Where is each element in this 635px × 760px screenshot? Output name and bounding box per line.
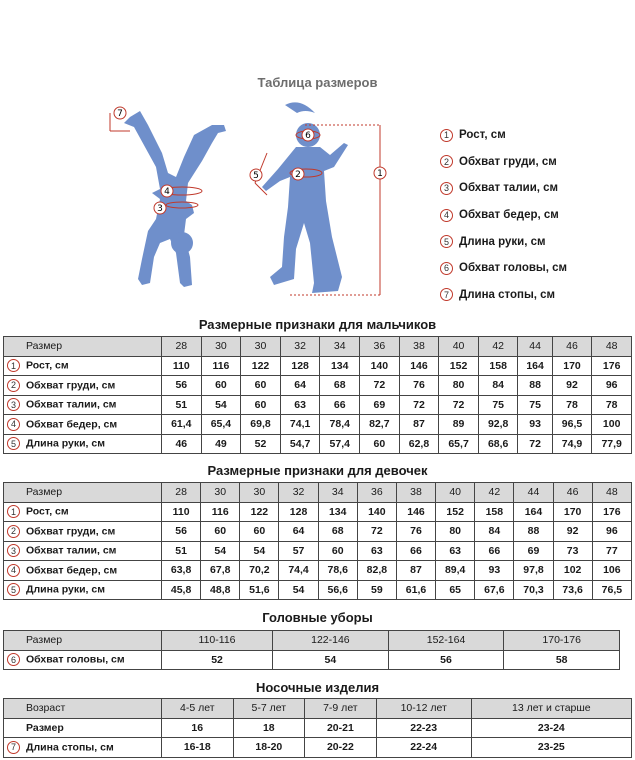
size-cell: 110-116 [162,631,273,651]
size-cell: 42 [475,483,514,503]
value-cell: 152 [436,502,475,522]
number-marker-icon: 3 [7,398,20,411]
value-cell: 128 [279,502,318,522]
value-cell: 93 [475,561,514,581]
girls-section-title: Размерные признаки для девочек [207,463,428,478]
size-cell: 34 [318,483,357,503]
value-cell: 51 [162,395,202,415]
size-cell: 44 [514,483,553,503]
table-row [4,580,632,600]
table-row [4,415,632,435]
number-marker-icon: 1 [7,505,20,518]
row-label-text: Обхват груди, см [26,525,116,538]
size-cell: 122-146 [273,631,389,651]
row-label [4,738,162,758]
size-cell: 170-176 [504,631,620,651]
value-cell: 65,4 [201,415,241,435]
legend-item [440,122,567,149]
value-cell: 75 [478,395,518,415]
size-cell: 34 [320,337,360,357]
value-cell: 134 [318,502,357,522]
header-label: Размер [4,483,162,503]
value-cell: 87 [399,415,439,435]
value-cell: 67,8 [201,561,240,581]
svg-text:1: 1 [377,169,383,179]
number-marker-icon: 5 [7,437,20,450]
value-cell: 84 [475,522,514,542]
value-cell: 75 [518,395,552,415]
value-cell: 97,8 [514,561,553,581]
age-cell: 5-7 лет [233,699,305,719]
value-cell: 116 [201,502,240,522]
value-cell: 140 [357,502,396,522]
value-cell: 74,9 [552,434,592,454]
size-cell: 48 [592,337,632,357]
value-cell: 76 [399,376,439,396]
value-cell: 92 [553,522,592,542]
table-row [4,650,620,670]
value-cell: 64 [280,376,320,396]
value-cell: 54,7 [280,434,320,454]
value-cell: 93 [518,415,552,435]
value-cell: 164 [514,502,553,522]
value-cell: 146 [396,502,435,522]
value-cell: 89 [439,415,479,435]
row-label-text: Обхват головы, см [26,653,125,666]
number-marker-icon: 3 [7,544,20,557]
value-cell: 82,7 [360,415,400,435]
legend-label: Обхват головы, см [459,262,568,275]
value-cell: 54 [273,650,389,670]
value-cell: 16-18 [162,738,234,758]
value-cell: 60 [318,541,357,561]
value-cell: 76 [396,522,435,542]
handstand-child-figure [124,111,226,287]
row-label-text: Обхват груди, см [26,379,116,392]
table-row [4,395,632,415]
value-cell: 110 [162,356,202,376]
value-cell: 65,7 [439,434,479,454]
value-cell: 52 [162,650,273,670]
row-label [4,580,162,600]
value-cell: 110 [162,502,201,522]
table-row [4,541,632,561]
value-cell: 176 [592,356,632,376]
value-cell: 59 [357,580,396,600]
size-cell: 152-164 [388,631,504,651]
value-cell: 69,8 [241,415,281,435]
value-cell: 80 [439,376,479,396]
number-marker-icon: 1 [7,359,20,372]
row-label-text: Обхват талии, см [26,544,117,557]
value-cell: 61,4 [162,415,202,435]
value-cell: 72 [360,376,400,396]
row-label [4,650,162,670]
number-marker-icon: 7 [7,741,20,754]
row-label-text: Длина руки, см [26,583,105,596]
value-cell: 170 [553,502,592,522]
value-cell: 80 [436,522,475,542]
size-cell: 38 [396,483,435,503]
value-cell: 68 [318,522,357,542]
value-cell: 74,4 [279,561,318,581]
value-cell: 60 [201,522,240,542]
value-cell: 102 [553,561,592,581]
value-cell: 20-21 [305,718,377,738]
size-cell: 32 [279,483,318,503]
table-header-row [4,631,620,651]
header-label: Возраст [4,699,162,719]
table-row [4,434,632,454]
value-cell: 58 [504,650,620,670]
size-cell: 30 [201,337,241,357]
measurement-legend [440,122,567,308]
value-cell: 122 [240,502,279,522]
table-row [4,522,632,542]
svg-text:7: 7 [117,109,123,119]
value-cell: 54 [201,395,241,415]
value-cell: 66 [475,541,514,561]
value-cell: 46 [162,434,202,454]
value-cell: 78,6 [318,561,357,581]
value-cell: 66 [320,395,360,415]
legend-item [440,149,567,176]
legend-label: Обхват талии, см [459,182,559,195]
legend-item [440,282,567,309]
measurement-figures-illustration [100,95,400,305]
value-cell: 57 [279,541,318,561]
row-label [4,376,162,396]
value-cell: 72 [518,434,552,454]
value-cell: 158 [475,502,514,522]
svg-text:3: 3 [157,204,163,214]
value-cell: 122 [241,356,281,376]
value-cell: 51 [162,541,201,561]
value-cell: 60 [201,376,241,396]
value-cell: 106 [592,561,631,581]
value-cell: 23-25 [471,738,631,758]
table-row [4,718,632,738]
size-cell: 36 [360,337,400,357]
value-cell: 70,2 [240,561,279,581]
size-cell: 40 [439,337,479,357]
value-cell: 60 [241,376,281,396]
socks-section-title: Носочные изделия [255,680,380,695]
value-cell: 77,9 [592,434,632,454]
page-title: Таблица размеров [257,75,378,90]
size-cell: 36 [357,483,396,503]
size-cell: 44 [518,337,552,357]
legend-item [440,202,567,229]
row-label-text: Рост, см [26,505,69,518]
value-cell: 82,8 [357,561,396,581]
number-marker-icon: 3 [440,182,453,195]
row-label [4,561,162,581]
value-cell: 63 [280,395,320,415]
row-label [4,356,162,376]
number-marker-icon: 5 [440,235,453,248]
value-cell: 56 [162,522,201,542]
value-cell: 74,1 [280,415,320,435]
value-cell: 92,8 [478,415,518,435]
value-cell: 73,6 [553,580,592,600]
size-cell: 28 [162,337,202,357]
value-cell: 89,4 [436,561,475,581]
girls-size-table [3,482,632,600]
value-cell: 70,3 [514,580,553,600]
value-cell: 116 [201,356,241,376]
value-cell: 96 [592,522,631,542]
value-cell: 77 [592,541,631,561]
row-label-text: Обхват бедер, см [26,564,118,577]
number-marker-icon: 4 [7,564,20,577]
legend-item [440,228,567,255]
legend-label: Обхват груди, см [459,155,557,168]
value-cell: 164 [518,356,552,376]
size-cell: 46 [552,337,592,357]
row-label [4,415,162,435]
value-cell: 96 [592,376,632,396]
number-marker-icon: 5 [7,583,20,596]
value-cell: 56,6 [318,580,357,600]
value-cell: 78,4 [320,415,360,435]
table-row [4,561,632,581]
value-cell: 92 [552,376,592,396]
svg-text:6: 6 [305,131,311,141]
legend-label: Длина стопы, см [459,288,556,301]
value-cell: 158 [478,356,518,376]
number-marker-icon: 4 [7,418,20,431]
value-cell: 62,8 [399,434,439,454]
table-row [4,356,632,376]
row-label-text: Обхват талии, см [26,398,117,411]
header-label: Размер [4,337,162,357]
value-cell: 52 [241,434,281,454]
number-marker-icon: 2 [7,379,20,392]
value-cell: 87 [396,561,435,581]
header-label: Размер [4,631,162,651]
value-cell: 48,8 [201,580,240,600]
value-cell: 60 [241,395,281,415]
value-cell: 100 [592,415,632,435]
value-cell: 88 [514,522,553,542]
svg-text:2: 2 [295,170,301,180]
value-cell: 18-20 [233,738,305,758]
value-cell: 64 [279,522,318,542]
row-label-text: Рост, см [26,359,69,372]
value-cell: 146 [399,356,439,376]
legend-item [440,175,567,202]
value-cell: 61,6 [396,580,435,600]
row-label [4,395,162,415]
number-marker-icon: 2 [440,155,453,168]
row-label [4,541,162,561]
size-cell: 30 [201,483,240,503]
value-cell: 72 [399,395,439,415]
value-cell: 51,6 [240,580,279,600]
value-cell: 176 [592,502,631,522]
table-row [4,376,632,396]
value-cell: 54 [279,580,318,600]
size-cell: 32 [280,337,320,357]
row-label [4,434,162,454]
value-cell: 65 [436,580,475,600]
value-cell: 66 [396,541,435,561]
age-cell: 4-5 лет [162,699,234,719]
value-cell: 68,6 [478,434,518,454]
value-cell: 96,5 [552,415,592,435]
number-marker-icon: 4 [440,209,453,222]
socks-size-table [3,698,632,758]
value-cell: 72 [439,395,479,415]
size-cell: 30 [241,337,281,357]
value-cell: 69 [360,395,400,415]
row-label [4,718,162,738]
value-cell: 63 [436,541,475,561]
value-cell: 54 [201,541,240,561]
number-marker-icon: 7 [440,288,453,301]
boys-size-table [3,336,632,454]
row-label [4,502,162,522]
value-cell: 56 [388,650,504,670]
number-marker-icon: 1 [440,129,453,142]
size-cell: 48 [592,483,631,503]
value-cell: 22-23 [376,718,471,738]
value-cell: 73 [553,541,592,561]
row-label-text: Размер [26,721,64,734]
svg-text:5: 5 [253,171,259,181]
svg-text:4: 4 [164,187,170,197]
value-cell: 88 [518,376,552,396]
size-cell: 40 [436,483,475,503]
value-cell: 63,8 [162,561,201,581]
size-cell: 42 [478,337,518,357]
age-cell: 13 лет и старше [471,699,631,719]
row-label-text: Длина стопы, см [26,741,114,754]
value-cell: 72 [357,522,396,542]
value-cell: 22-24 [376,738,471,758]
table-row [4,502,632,522]
value-cell: 54 [240,541,279,561]
value-cell: 134 [320,356,360,376]
value-cell: 56 [162,376,202,396]
value-cell: 170 [552,356,592,376]
value-cell: 76,5 [592,580,631,600]
number-marker-icon: 6 [440,262,453,275]
legend-label: Рост, см [459,129,506,142]
age-cell: 10-12 лет [376,699,471,719]
hats-size-table [3,630,620,670]
table-header-row [4,337,632,357]
row-label-text: Обхват бедер, см [26,418,118,431]
value-cell: 68 [320,376,360,396]
value-cell: 60 [360,434,400,454]
value-cell: 16 [162,718,234,738]
value-cell: 128 [280,356,320,376]
value-cell: 45,8 [162,580,201,600]
value-cell: 78 [592,395,632,415]
value-cell: 57,4 [320,434,360,454]
boys-section-title: Размерные признаки для мальчиков [198,317,437,332]
row-label-text: Длина руки, см [26,437,105,450]
value-cell: 23-24 [471,718,631,738]
value-cell: 60 [240,522,279,542]
legend-item [440,255,567,282]
value-cell: 69 [514,541,553,561]
value-cell: 49 [201,434,241,454]
size-cell: 38 [399,337,439,357]
value-cell: 20-22 [305,738,377,758]
value-cell: 84 [478,376,518,396]
age-cell: 7-9 лет [305,699,377,719]
value-cell: 78 [552,395,592,415]
value-cell: 63 [357,541,396,561]
value-cell: 152 [439,356,479,376]
legend-label: Длина руки, см [459,235,546,248]
number-marker-icon: 2 [7,525,20,538]
value-cell: 18 [233,718,305,738]
number-marker-icon: 6 [7,653,20,666]
table-header-row [4,483,632,503]
value-cell: 67,6 [475,580,514,600]
size-cell: 28 [162,483,201,503]
value-cell: 140 [360,356,400,376]
legend-label: Обхват бедер, см [459,209,559,222]
table-row [4,738,632,758]
size-cell: 30 [240,483,279,503]
size-cell: 46 [553,483,592,503]
table-header-row [4,699,632,719]
hats-section-title: Головные уборы [262,610,373,625]
row-label [4,522,162,542]
